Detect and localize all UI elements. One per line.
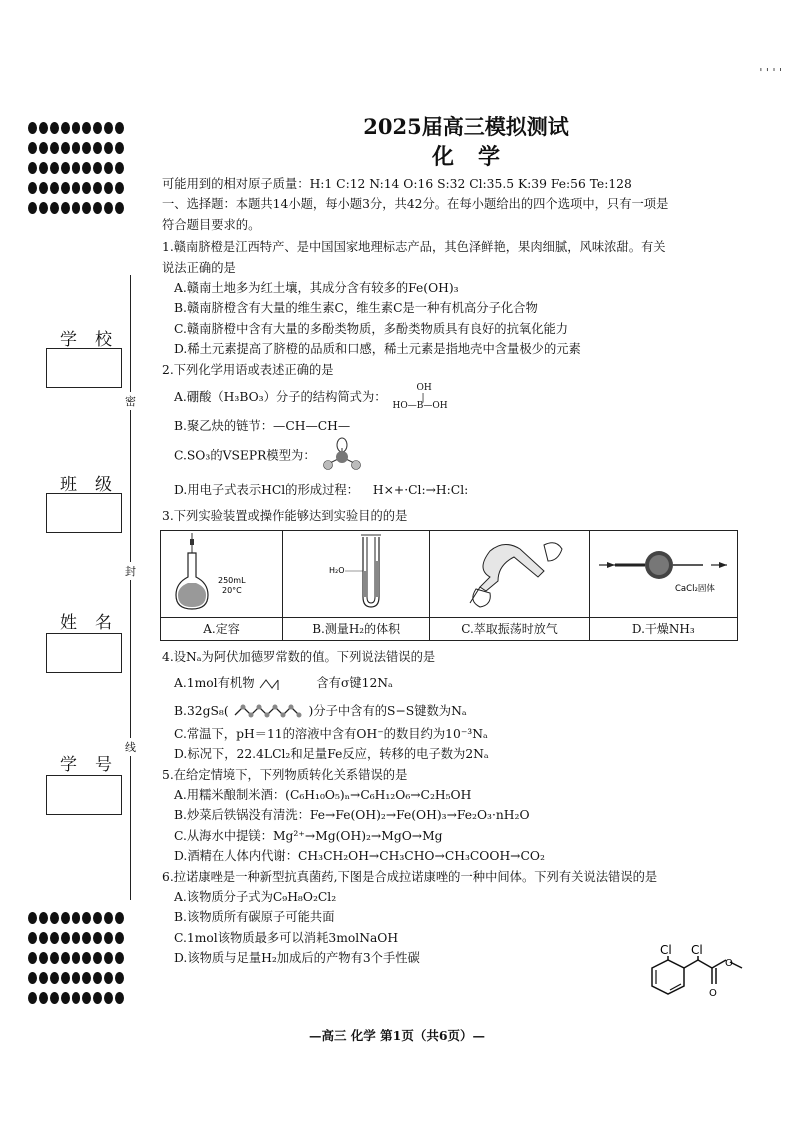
corner-mark: ' ' ' ' (759, 66, 782, 79)
q3-image-b (282, 530, 429, 617)
q3-caption-b: B.测量H₂的体积 (282, 618, 429, 641)
q4-option-a-tail: 含有σ键12Nₐ (316, 675, 393, 690)
q6-molecule-structure (630, 942, 750, 1020)
q3-caption-d: D.干燥NH₃ (589, 618, 737, 641)
q3-apparatus-table (160, 530, 738, 641)
class-field[interactable] (46, 493, 122, 533)
q3-image-d (589, 530, 737, 617)
q2-option-c: C.SO₃的VSEPR模型为： (174, 448, 316, 463)
q6-option-b: B.该物质所有碳原子可能共面 (174, 910, 335, 925)
section-instructions: 一、选择题：本题共14小题，每小题3分，共42分。在每小题给出的四个选项中，只有一项是 (162, 197, 669, 212)
volumetric-flask-icon (166, 531, 276, 611)
q3-image-a (161, 530, 283, 617)
seal-char-mi: 密 (125, 392, 136, 410)
q6-option-d: D.该物质与足量H₂加成后的产物有3个手性碳 (174, 951, 420, 966)
skeletal-molecule-icon (258, 674, 298, 692)
q1-option-b: B.赣南脐橙含有大量的维生素C，维生素C是一种有机高分子化合物 (174, 301, 538, 316)
water-label: H₂O (329, 565, 345, 575)
dot-pattern-top (28, 122, 124, 222)
q6-option-c: C.1mol该物质最多可以消耗3molNaOH (174, 930, 399, 945)
q1-option-c: C.赣南脐橙中含有大量的多酚类物质，多酚类物质具有良好的抗氧化能力 (174, 321, 569, 336)
q2-option-a-row (162, 380, 770, 414)
q5-option-d: D.酒精在人体内代谢：CH₃CH₂OH→CH₃CHO→CH₃COOH→CO₂ (174, 849, 545, 864)
mol-ester-o: O (725, 958, 733, 969)
name-field[interactable] (46, 633, 122, 673)
q4-option-b: B.32gS₈( (174, 703, 229, 718)
cacl2-label: CaCl₂固体 (675, 583, 716, 594)
q6-option-a: A.该物质分子式为C₉H₈O₂Cl₂ (174, 889, 337, 904)
boric-oh-top: OH (416, 382, 432, 393)
student-id-label: 学号 (60, 755, 130, 775)
q2-stem: 2.下列化学用语或表述正确的是 (162, 362, 334, 377)
q2-option-a: A.硼酸（H₃BO₃）分子的结构简式为： (174, 390, 387, 405)
q5-option-b: B.炒菜后铁锅没有清洗：Fe→Fe(OH)₂→Fe(OH)₃→Fe₂O₃·nH₂O (174, 808, 530, 823)
q1-option-d: D.稀土元素提高了脐橙的品质和口感，稀土元素是指地壳中含量极少的元素 (174, 342, 581, 357)
q3-stem: 3.下列实验装置或操作能够达到实验目的的是 (162, 509, 408, 524)
mol-cl-chain: Cl (691, 943, 703, 957)
mol-cl-ring: Cl (660, 943, 672, 957)
page-footer: —高三 化学 第1页（共6页）— (308, 1028, 486, 1043)
school-label: 学校 (60, 330, 130, 350)
q4-option-c: C.常温下，pH＝11的溶液中含有OH⁻的数目约为10⁻³Nₐ (174, 726, 488, 741)
q1-stem-2: 说法正确的是 (162, 260, 236, 275)
separatory-funnel-icon (440, 531, 580, 611)
q1-stem: 1.赣南脐橙是江西特产、是中国国家地理标志产品，其色泽鲜艳，果肉细腻，风味浓甜。有关 (162, 240, 666, 255)
exam-body (162, 112, 770, 969)
section-instructions-2: 符合题目要求的。 (162, 217, 261, 232)
dot-pattern-bottom (28, 912, 124, 1012)
q2-option-c-row (162, 436, 770, 474)
q5-option-c: C.从海水中提镁：Mg²⁺→Mg(OH)₂→MgO→Mg (174, 828, 443, 843)
q3-image-c (430, 530, 589, 617)
q4-stem: 4.设Nₐ为阿伏加德罗常数的值。下列说法错误的是 (162, 650, 436, 665)
u-tube-icon (291, 531, 421, 611)
vsepr-model-icon (320, 436, 370, 476)
q3-caption-c: C.萃取振荡时放气 (430, 618, 589, 641)
subject-title: 化学 (431, 144, 524, 170)
seal-char-feng: 封 (125, 562, 136, 580)
exam-title: 2025届高三模拟测试 (363, 114, 569, 139)
boric-row: HO—B—OH (392, 400, 448, 411)
flask-volume-label: 250mL (218, 575, 246, 585)
q4-option-d: D.标况下，22.4LCl₂和足量Fe反应，转移的电子数为2Nₐ (174, 747, 489, 762)
hcl-formation: H×+·Cl:→H:Cl: (372, 483, 469, 498)
q2-option-d-row (162, 474, 770, 506)
seal-char-xian: 线 (125, 738, 136, 756)
name-label: 姓名 (60, 613, 130, 633)
q2-option-d: D.用电子式表示HCl的形成过程： (174, 483, 359, 498)
q5-stem: 5.在给定情境下，下列物质转化关系错误的是 (162, 767, 408, 782)
q4-option-b-tail: )分子中含有的S−S键数为Nₐ (308, 703, 467, 718)
mol-carbonyl-o: O (709, 988, 717, 999)
class-label: 班级 (60, 475, 130, 495)
flask-temp-label: 20°C (222, 585, 243, 595)
binding-line (130, 275, 131, 900)
q6-stem: 6.拉诺康唑是一种新型抗真菌药,下图是合成拉诺康唑的一种中间体。下列有关说法错误的是 (162, 869, 658, 884)
q2-option-b: B.聚乙炔的链节：—CH—CH— (174, 419, 351, 434)
q4-option-b-row (162, 698, 770, 724)
q3-caption-a: A.定容 (161, 618, 283, 641)
drying-tube-icon (593, 531, 733, 611)
atomic-masses: 可能用到的相对原子质量：H:1 C:12 N:14 O:16 S:32 Cl:35.5 K:39 Fe:56 Te:128 (162, 177, 632, 191)
q5-option-a: A.用糯米酿制米酒：(C₆H₁₀O₅)ₙ→C₆H₁₂O₆→C₂H₅OH (174, 787, 472, 802)
boric-acid-structure: OH | HO—B—OH (392, 382, 448, 411)
q1-option-a: A.赣南土地多为红土壤，其成分含有较多的Fe(OH)₃ (174, 281, 459, 296)
q4-option-a: A.1mol有机物 (174, 675, 255, 690)
s8-ring-icon (233, 703, 305, 719)
q4-option-a-row (162, 668, 770, 698)
student-id-field[interactable] (46, 775, 122, 815)
school-field[interactable] (46, 348, 122, 388)
